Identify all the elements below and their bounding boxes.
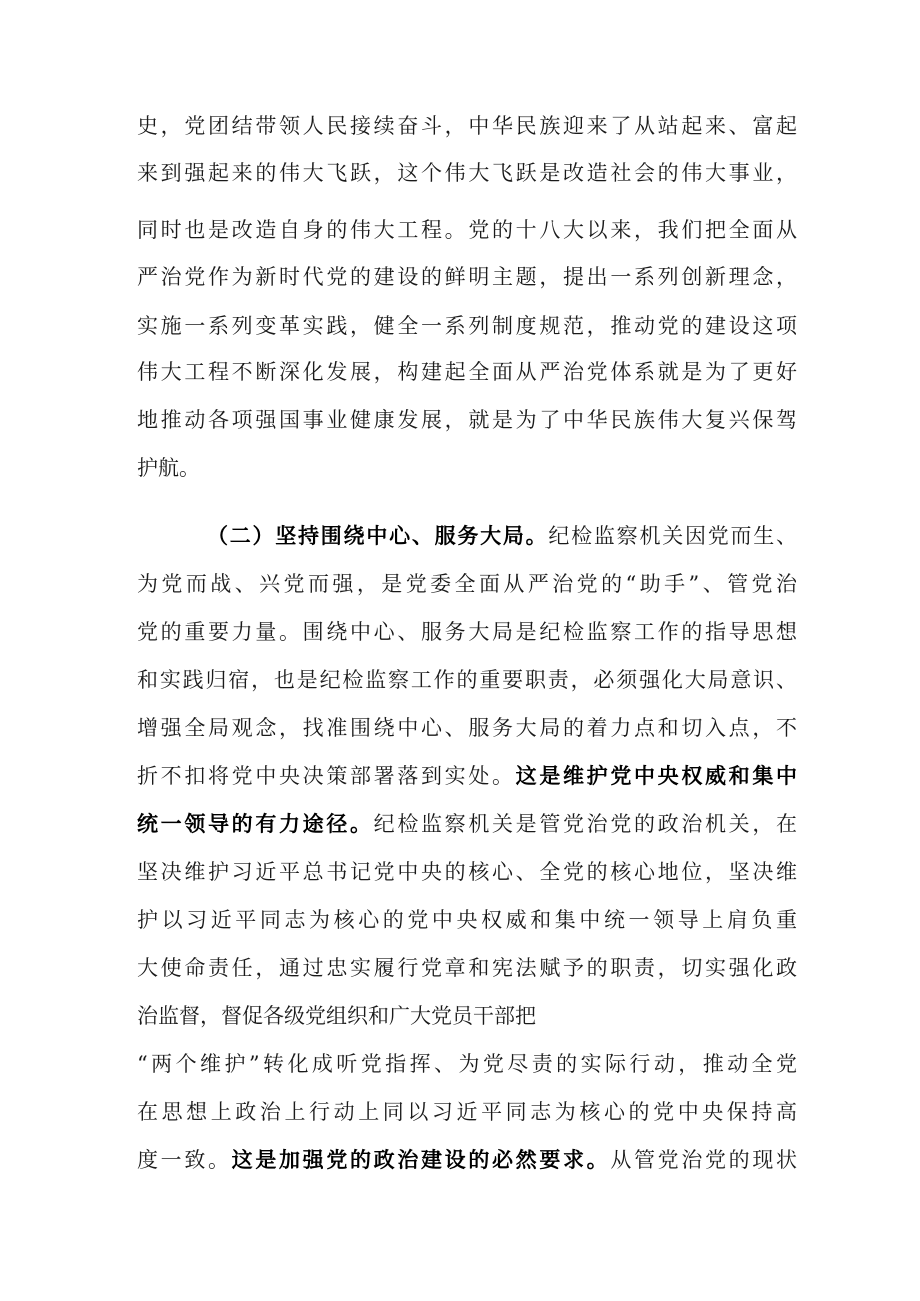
- paragraph-2-line-6: [137, 756, 797, 796]
- paragraph-1-line-2: 来到强起来的伟大飞跃，这个伟大飞跃是改造社会的伟大事业，: [137, 161, 797, 185]
- paragraph-2-line-12: “两个维护”转化成听党指挥、为党尽责的实际行动，推动全党: [137, 1052, 797, 1076]
- section-heading: （二）坚持围绕中心、服务大局。: [207, 523, 549, 548]
- paragraph-1-line-3: 同时也是改造自身的伟大工程。党的十八大以来，我们把全面从: [137, 218, 797, 242]
- paragraph-2-line-9: 护以习近平同志为核心的党中央权威和集中统一领导上肩负重: [137, 908, 797, 932]
- paragraph-2-line-8: 坚决维护习近平总书记党中央的核心、全党的核心地位，坚决维: [137, 860, 797, 884]
- paragraph-2-line-1-text: 纪检监察机关因党而生、: [548, 524, 797, 548]
- paragraph-2-line-14: [137, 1140, 797, 1180]
- paragraph-2-line-14-rest: 从管党治党的现状: [610, 1148, 797, 1172]
- paragraph-2-line-4: 和实践归宿，也是纪检监察工作的重要职责，必须强化大局意识、: [137, 668, 797, 692]
- paragraph-2-line-10: 大使命责任，通过忠实履行党章和宪法赋予的职责，切实强化政: [137, 956, 797, 980]
- paragraph-1-line-5: 实施一系列变革实践，健全一系列制度规范，推动党的建设这项: [137, 314, 797, 338]
- paragraph-1-line-8: 护航。: [137, 456, 200, 480]
- paragraph-2-line-2: 为党而战、兴党而强，是党委全面从严治党的“助手”、管党治: [137, 572, 797, 596]
- paragraph-1-line-7: 地推动各项强国事业健康发展，就是为了中华民族伟大复兴保驾: [137, 408, 797, 432]
- paragraph-2-line-7: [137, 804, 797, 844]
- emphasis-text-1: 这是维护党中央权威和集中: [515, 763, 797, 788]
- paragraph-1-line-4: 严治党作为新时代党的建设的鲜明主题，提出一系列创新理念，: [137, 265, 797, 289]
- paragraph-1-line-1: 史，党团结带领人民接续奋斗，中华民族迎来了从站起来、富起: [137, 114, 797, 138]
- paragraph-2-line-5: 增强全局观念，找准围绕中心、服务大局的着力点和切入点，不: [137, 716, 797, 740]
- emphasis-text-3: 这是加强党的政治建设的必然要求。: [231, 1147, 611, 1172]
- paragraph-2-line-11: 治监督，督促各级党组织和广大党员干部把: [137, 1004, 536, 1028]
- paragraph-2-line-13: 在思想上政治上行动上同以习近平同志为核心的党中央保持高: [137, 1100, 797, 1124]
- paragraph-2-line-6-text: 折不扣将党中央决策部署落到实处。: [137, 764, 516, 788]
- paragraph-2-line-7-text: 纪检监察机关是管党治党的政治机关，在: [373, 812, 797, 836]
- paragraph-2-line-1: [207, 516, 797, 556]
- paragraph-2-line-3: 党的重要力量。围绕中心、服务大局是纪检监察工作的指导思想: [137, 620, 797, 644]
- paragraph-1-line-6: 伟大工程不断深化发展，构建起全面从严治党体系就是为了更好: [137, 360, 797, 384]
- paragraph-2-line-14-text: 度一致。: [137, 1148, 232, 1172]
- emphasis-text-2: 统一领导的有力途径。: [137, 811, 374, 836]
